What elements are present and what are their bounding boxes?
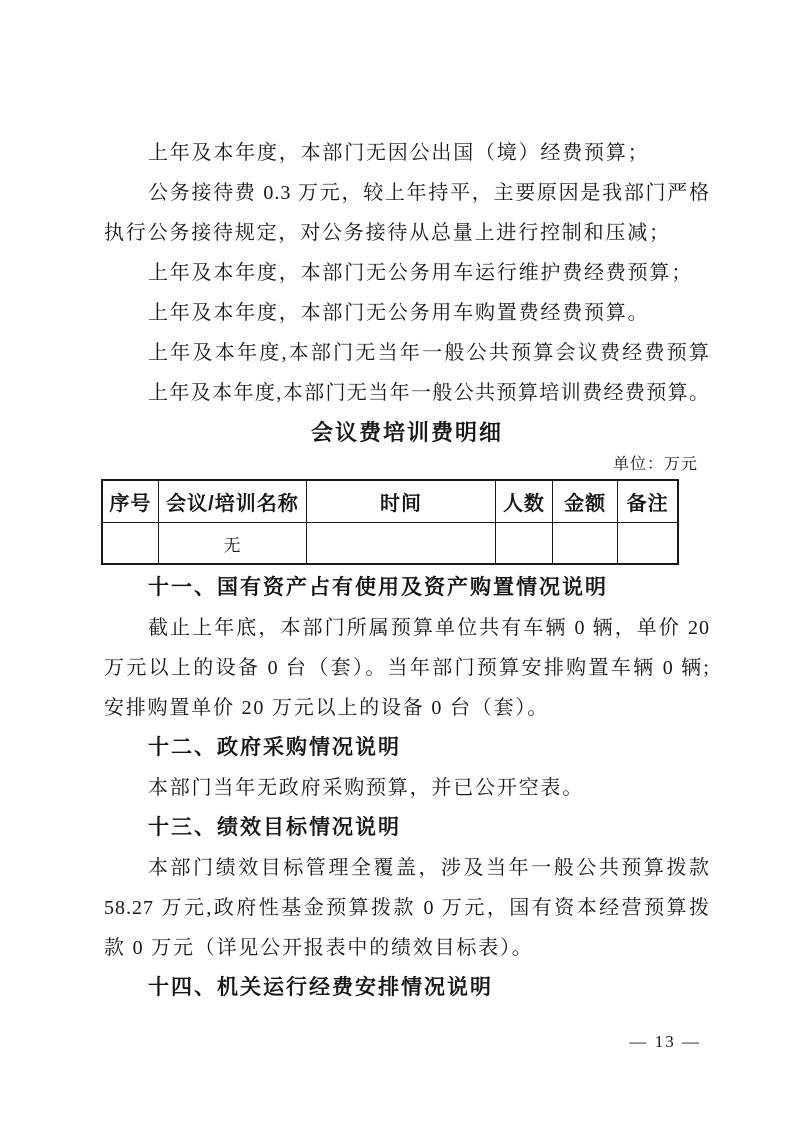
section-heading-14: 十四、机关运行经费安排情况说明: [148, 976, 493, 999]
column-header-seq: 序号: [102, 480, 158, 523]
page-number: — 13 —: [629, 1032, 701, 1051]
table-cell-amount: [553, 523, 618, 565]
intro-paragraph-line: 上年及本年度，本部门无公务用车购置费经费预算。: [148, 302, 650, 324]
section-paragraph-line: 58.27 万元,政府性基金预算拨款 0 万元，国有资本经营预算拨: [104, 897, 710, 919]
document-content: [104, 133, 710, 1008]
table-header-row: [102, 480, 678, 523]
section-paragraph-line: 款 0 万元（详见公开报表中的绩效目标表）。: [104, 937, 534, 959]
section-paragraph-line: 本部门当年无政府采购预算，并已公开空表。: [148, 777, 584, 799]
intro-paragraph-line: 上年及本年度，本部门无因公出国（境）经费预算；: [148, 142, 650, 164]
intro-paragraph-line: 上年及本年度,本部门无当年一般公共预算培训费经费预算。: [148, 382, 710, 404]
table-cell-remark: [618, 523, 678, 565]
table-cell-seq: [102, 523, 158, 565]
section-paragraph-line: 安排购置单价 20 万元以上的设备 0 台（套）。: [104, 697, 549, 719]
section-paragraph-line: 万元以上的设备 0 台（套）。当年部门预算安排购置车辆 0 辆;: [104, 657, 710, 679]
intro-paragraph-line: 执行公务接待规定，对公务接待从总量上进行控制和压减；: [104, 222, 671, 244]
column-header-name: 会议/培训名称: [158, 480, 307, 523]
table-cell-name: 无: [158, 523, 307, 565]
intro-paragraph-line: 上年及本年度，本部门无公务用车运行维护费经费预算；: [148, 262, 693, 284]
section-paragraph-line: 截止上年底，本部门所属预算单位共有车辆 0 辆，单价 20: [148, 617, 710, 639]
column-header-time: 时间: [307, 480, 496, 523]
section-paragraph-line: 本部门绩效目标管理全覆盖，涉及当年一般公共预算拨款: [148, 857, 710, 879]
table-row: [102, 523, 678, 565]
section-heading-11: 十一、国有资产占有使用及资产购置情况说明: [148, 576, 608, 599]
table-cell-time: [307, 523, 496, 565]
column-header-amount: 金额: [553, 480, 618, 523]
column-header-people: 人数: [495, 480, 552, 523]
section-heading-12: 十二、政府采购情况说明: [148, 736, 401, 759]
unit-note: 单位：万元: [612, 456, 698, 473]
column-header-remark: 备注: [618, 480, 678, 523]
meeting-table-title: 会议费培训费明细: [310, 420, 503, 445]
table-cell-people: [495, 523, 552, 565]
intro-paragraph-line: 上年及本年度,本部门无当年一般公共预算会议费经费预算: [148, 342, 710, 364]
intro-paragraph-line: 公务接待费 0.3 万元，较上年持平，主要原因是我部门严格: [148, 182, 710, 204]
meeting-training-table: [101, 479, 679, 565]
section-heading-13: 十三、绩效目标情况说明: [148, 816, 401, 839]
